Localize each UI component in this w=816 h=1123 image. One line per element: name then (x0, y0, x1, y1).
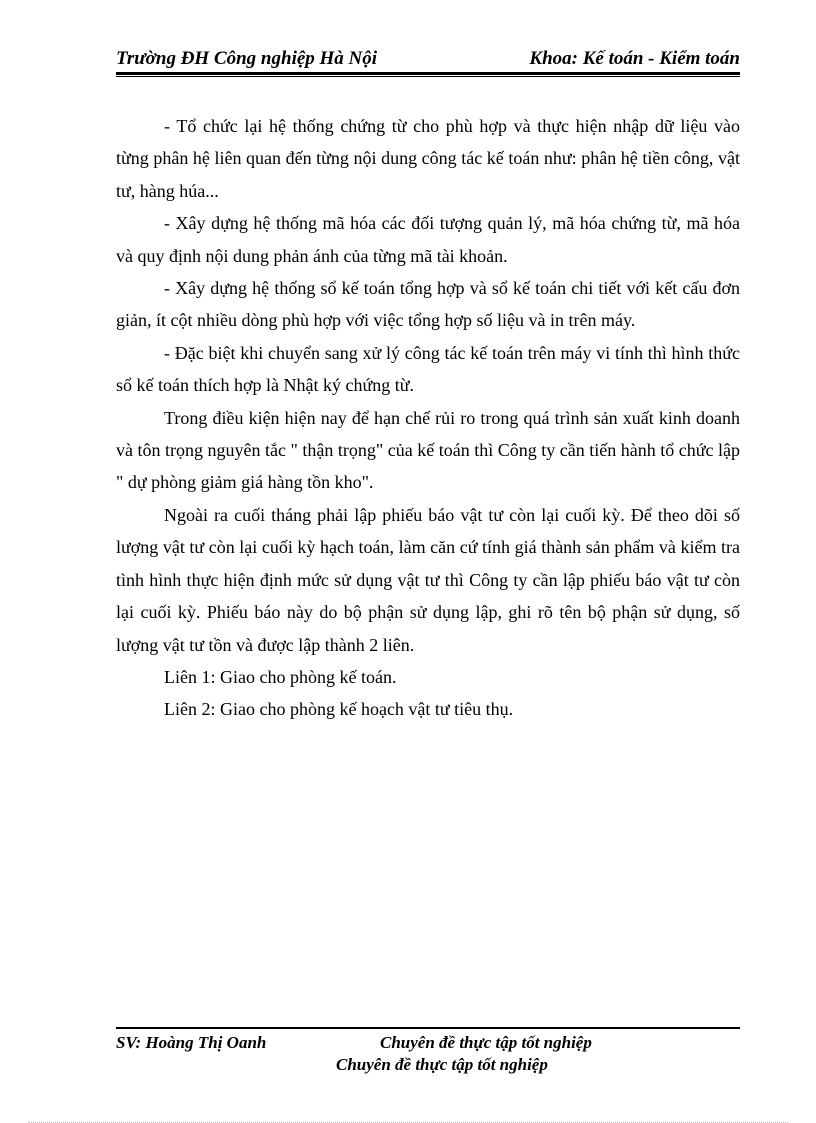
paragraph-computer-accounting: - Đặc biệt khi chuyển sang xử lý công tác kế toán trên máy vi tính thì hình thức sổ kế toán thích hợp là Nhật ký chứng từ. (116, 342, 740, 396)
footer-report-title: Chuyên đề thực tập tốt nghiệp (380, 1033, 592, 1052)
header-divider (116, 72, 740, 77)
paragraph-copy-1: Liên 1: Giao cho phòng kế toán. (164, 666, 397, 687)
page-header (116, 46, 740, 74)
paragraph-material-report: Ngoài ra cuối tháng phải lập phiếu báo vật tư còn lại cuối kỳ. Để theo dõi số lượng vật tư còn lại cuối kỳ hạch toán, làm căn cứ tính giá thành sản phẩm và kiểm tra tình hình thực hiện định mức sử dụng vật tư thì Công ty cần lập phiếu báo vật tư còn lại cuối kỳ. Phiếu báo này do bộ phận sử dụng lập, ghi rõ tên bộ phận sử dụng, số lượng vật tư tồn và được lập thành 2 liên. (116, 504, 740, 655)
paragraph-ledger-system: - Xây dựng hệ thống sổ kế toán tổng hợp và sổ kế toán chi tiết với kết cấu đơn giản, ít cột nhiều dòng phù hợp với việc tổng hợp số liệu và in trên máy. (116, 278, 740, 331)
paragraph-voucher-system: - Tổ chức lại hệ thống chứng từ cho phù hợp và thực hiện nhập dữ liệu vào từng phân hệ liên quan đến từng nội dung công tác kế toán như: phân hệ tiền công, vật tư, hàng húa... (116, 116, 740, 201)
footer-divider (116, 1027, 740, 1029)
document-body (116, 110, 740, 726)
header-school-name: Trường ĐH Công nghiệp Hà Nội (116, 48, 378, 69)
header-faculty-name: Khoa: Kế toán - Kiểm toán (529, 48, 740, 69)
footer-student-name: SV: Hoàng Thị Oanh (116, 1033, 267, 1052)
footer-report-title-repeat: Chuyên đề thực tập tốt nghiệp (336, 1055, 548, 1074)
paragraph-copy-2: Liên 2: Giao cho phòng kế hoạch vật tư tiêu thụ. (164, 699, 514, 720)
paragraph-coding-system: - Xây dựng hệ thống mã hóa các đối tượng quản lý, mã hóa chứng từ, mã hóa và quy định nội dung phản ánh của từng mã tài khoản. (116, 213, 740, 266)
paragraph-inventory-provision: Trong điều kiện hiện nay để hạn chế rủi ro trong quá trình sản xuất kinh doanh và tôn trọng nguyên tắc " thận trọng" của kế toán thì Công ty cần tiến hành tổ chức lập " dự phòng giảm giá hàng tồn kho". (116, 407, 740, 493)
